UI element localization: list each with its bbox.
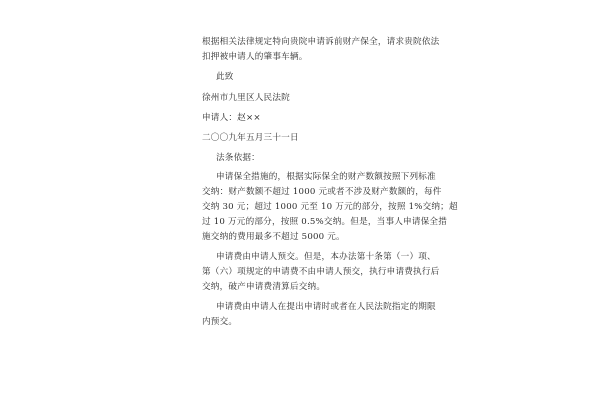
para1-line-1: 申请保全措施的，根据实际保全的财产数额按照下列标准 (216, 172, 436, 182)
date-line: 二〇〇九年五月三十一日 (202, 133, 299, 143)
intro-line-2: 扣押被申请人的肇事车辆。 (202, 52, 308, 62)
applicant-line: 申请人：赵×× (202, 113, 261, 123)
para1-line-2: 交纳：财产数额不超过 1000 元或者不涉及财产数额的，每件 (202, 187, 442, 197)
intro-line-1: 根据相关法律规定特向贵院申请诉前财产保全，请求贵院依法 (202, 37, 440, 47)
closing-text: 此致 (216, 72, 234, 82)
para1-line-3: 交纳 30 元；超过 1000 元至 10 万元的部分，按照 1%交纳；超 (202, 202, 458, 212)
para2-line-3: 交纳，破产申请费清算后交纳。 (202, 282, 326, 292)
para1-line-4: 过 10 万元的部分，按照 0.5%交纳。但是，当事人申请保全措 (202, 217, 448, 227)
para2-line-2: 第（六）项规定的申请费不由申请人预交，执行申请费执行后 (202, 267, 440, 277)
para3-line-1: 申请费由申请人在提出申请时或者在人民法院指定的期限 (216, 302, 436, 312)
court-name: 徐州市九里区人民法院 (202, 93, 290, 103)
para1-line-5: 施交纳的费用最多不超过 5000 元。 (202, 232, 345, 242)
para2-line-1: 申请费由申请人预交。但是，本办法第十条第（一）项、 (216, 252, 436, 262)
basis-heading: 法条依据： (216, 153, 260, 163)
para3-line-2: 内预交。 (202, 317, 238, 327)
